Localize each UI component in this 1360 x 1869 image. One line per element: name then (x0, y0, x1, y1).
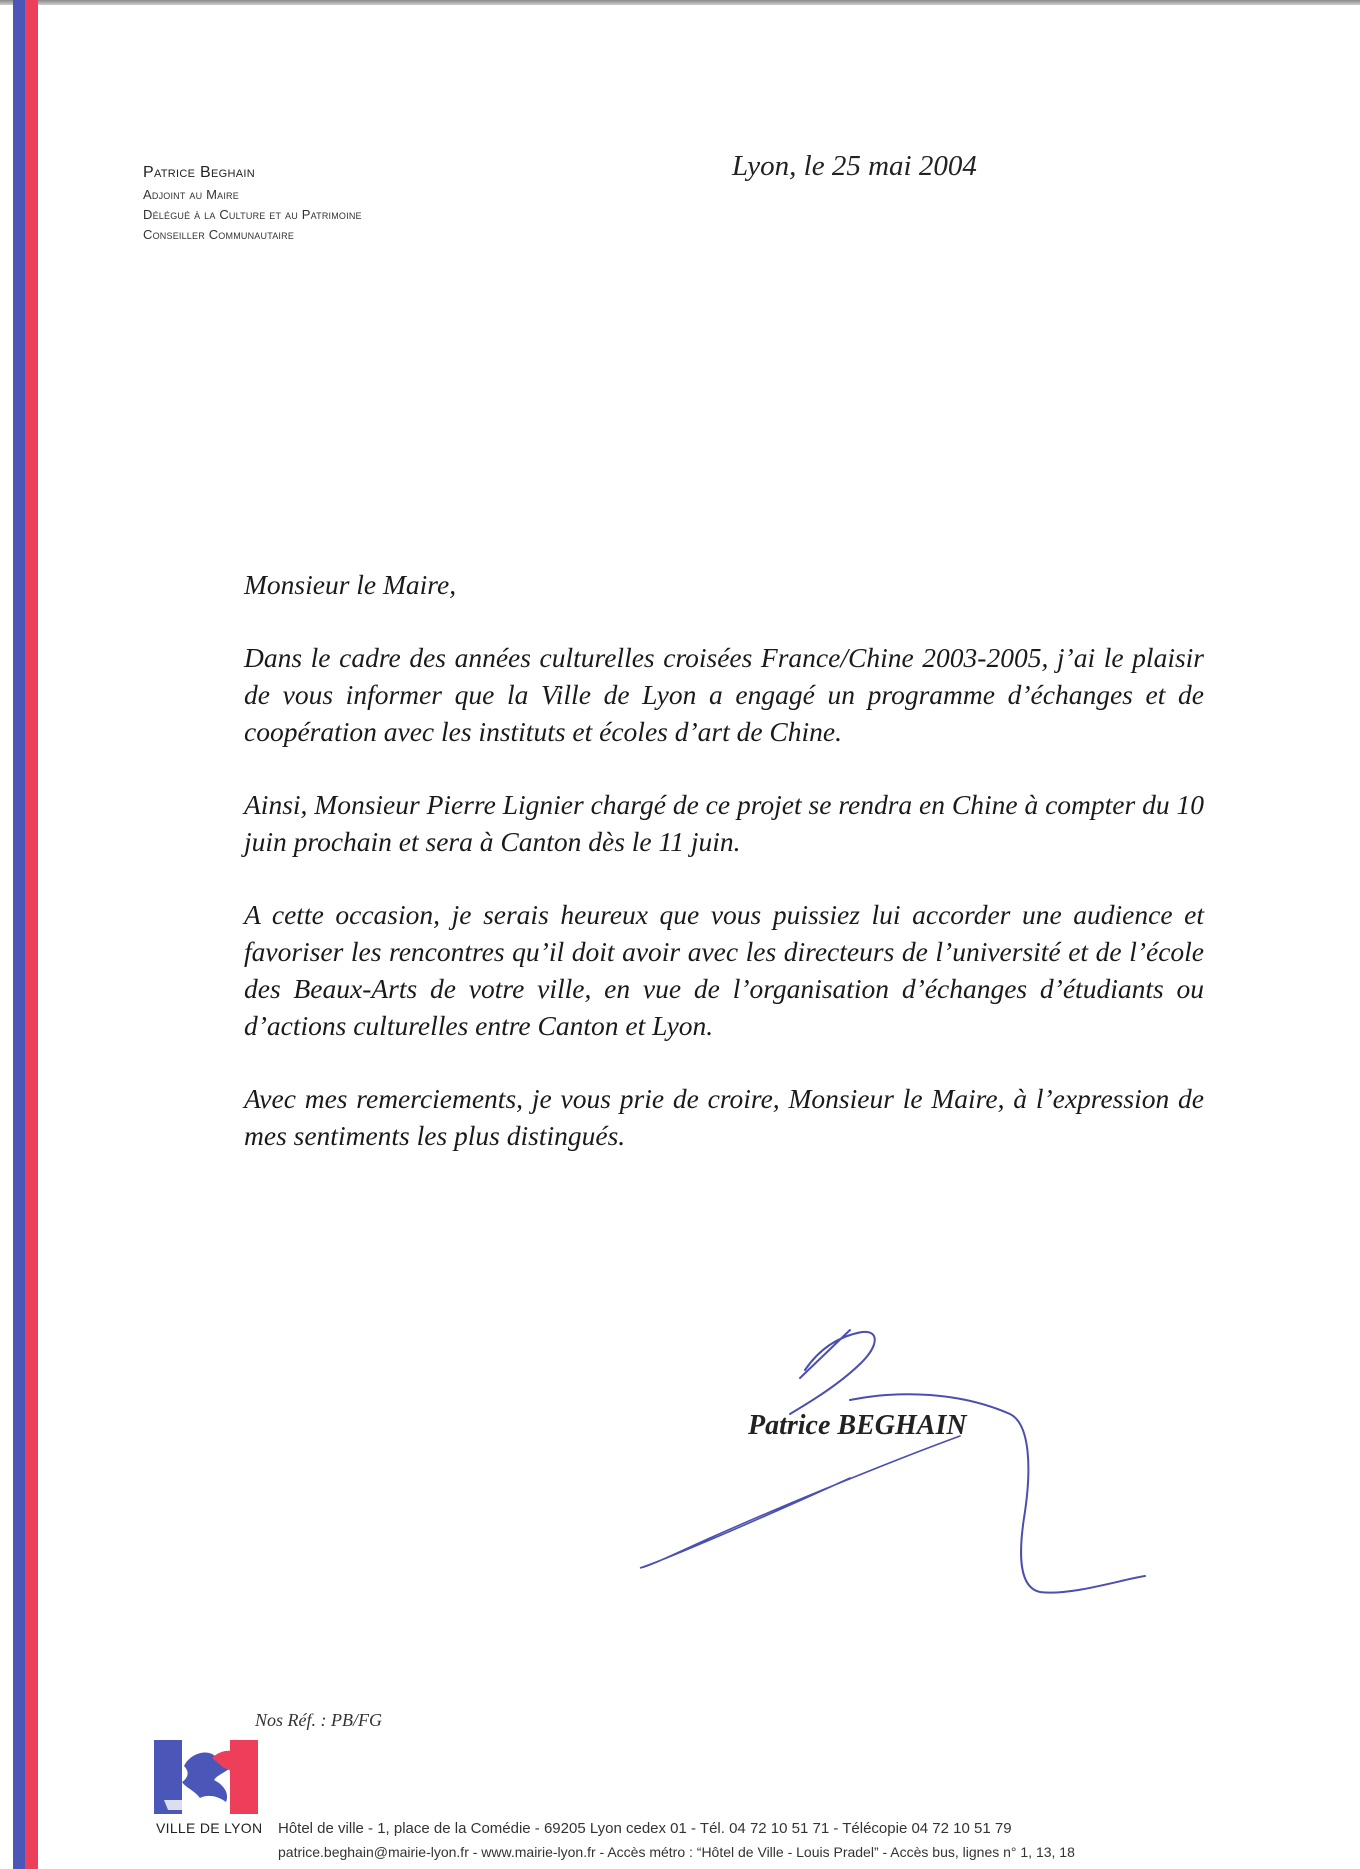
letter-body (244, 566, 1204, 1190)
sender-title-3: Conseiller Communautaire (143, 227, 295, 242)
handwritten-signature (600, 1318, 1160, 1608)
top-rule (0, 0, 1360, 5)
paragraph-4: Avec mes remerciements, je vous prie de croire, Monsieur le Maire, à l’expression de mes sentiments les plus distingués. (244, 1083, 1204, 1151)
sender-block (143, 164, 362, 242)
signer-name: Patrice BEGHAIN (748, 1410, 967, 1441)
left-edge-blue-stripe (13, 0, 25, 1869)
paragraph-2: Ainsi, Monsieur Pierre Lignier chargé de ce projet se rendra en Chine à compter du 10 juin prochain et sera à Canton dès le 11 juin. (244, 789, 1204, 857)
paragraph-3: A cette occasion, je serais heureux que vous puissiez lui accorder une audience et favoriser les rencontres qu’il doit avoir avec les directeurs de l’université et de l’école des Beaux-Arts de votre ville, en vue de l’organisation d’échanges d’étudiants ou d’actions culturelles entre Canton et Lyon. (244, 899, 1204, 1041)
letter-date: Lyon, le 25 mai 2004 (732, 150, 977, 182)
sender-name: Patrice Beghain (143, 164, 255, 181)
city-label: VILLE DE LYON (156, 1820, 263, 1836)
left-edge-red-stripe (25, 0, 38, 1869)
sender-title-2: Délégué à la Culture et au Patrimoine (143, 207, 362, 222)
salutation: Monsieur le Maire, (244, 569, 457, 600)
city-crest-logo (154, 1740, 258, 1814)
sender-title-1: Adjoint au Maire (143, 187, 239, 202)
reference-code: Nos Réf. : PB/FG (255, 1710, 382, 1730)
footer-contact: patrice.beghain@mairie-lyon.fr - www.mairie-lyon.fr - Accès métro : “Hôtel de Ville - Louis Pradel” - Accès bus, lignes n° 1, 13, 18 (278, 1844, 1075, 1860)
footer-address: Hôtel de ville - 1, place de la Comédie - 69205 Lyon cedex 01 - Tél. 04 72 10 51 71 - Télécopie 04 72 10 51 79 (278, 1820, 1012, 1837)
paragraph-1: Dans le cadre des années culturelles croisées France/Chine 2003-2005, j’ai le plaisir de vous informer que la Ville de Lyon a engagé un programme d’échanges et de coopération avec les instituts et écoles d’art de Chine. (244, 642, 1204, 747)
